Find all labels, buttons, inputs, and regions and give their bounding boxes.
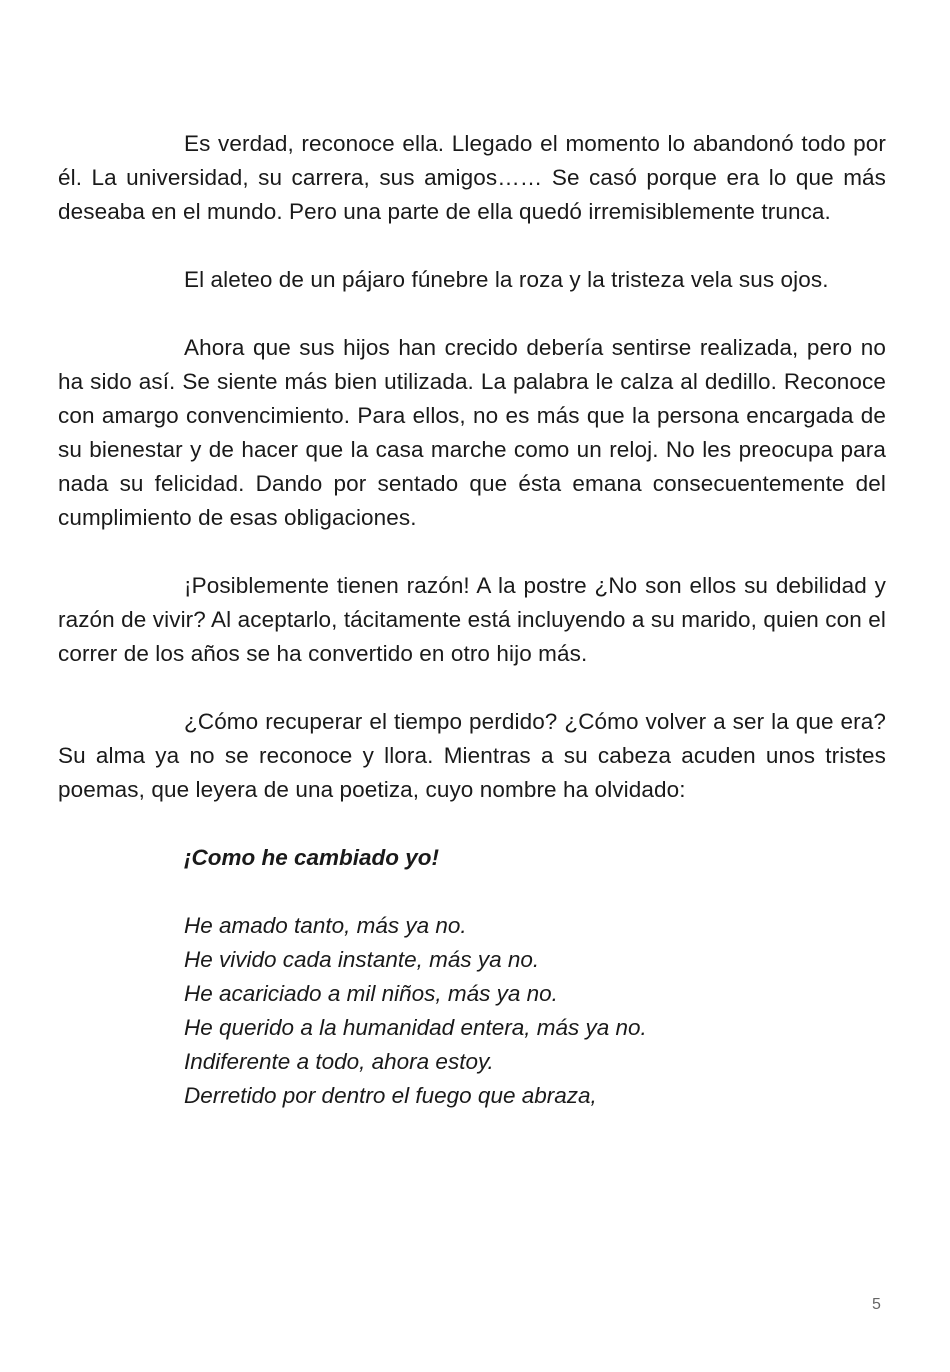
poem-line: He acariciado a mil niños, más ya no. bbox=[184, 981, 558, 1006]
paragraph-spacer bbox=[58, 297, 886, 331]
poem-line: He amado tanto, más ya no. bbox=[184, 913, 467, 938]
paragraph: ¡Posiblemente tienen razón! A la postre ¿No son ellos su debilidad y razón de vivir? Al aceptarlo, tácitamente está incluyendo a su marido, quien con el correr de los años se ha convertido en otro hijo más. bbox=[58, 573, 886, 666]
poem bbox=[58, 841, 886, 1113]
poem-title: ¡Como he cambiado yo! bbox=[184, 845, 440, 870]
paragraph-spacer bbox=[58, 535, 886, 569]
poem-line: Indiferente a todo, ahora estoy. bbox=[184, 1049, 494, 1074]
page-number: 5 bbox=[872, 1296, 881, 1313]
paragraph: El aleteo de un pájaro fúnebre la roza y la tristeza vela sus ojos. bbox=[184, 267, 829, 292]
poem-line: Derretido por dentro el fuego que abraza, bbox=[184, 1083, 597, 1108]
paragraph: Es verdad, reconoce ella. Llegado el momento lo abandonó todo por él. La universidad, su carrera, sus amigos…… Se casó porque era lo que más deseaba en el mundo. Pero una parte de ella quedó irremisiblemente trunca. bbox=[58, 131, 886, 224]
paragraph: ¿Cómo recuperar el tiempo perdido? ¿Cómo volver a ser la que era? Su alma ya no se reconoce y llora. Mientras a su cabeza acuden unos tristes poemas, que leyera de una poetiza, cuyo nombre ha olvidado: bbox=[58, 709, 886, 802]
poem-spacer bbox=[184, 875, 886, 909]
paragraph-spacer bbox=[58, 229, 886, 263]
poem-line: He querido a la humanidad entera, más ya no. bbox=[184, 1015, 647, 1040]
poem-line: He vivido cada instante, más ya no. bbox=[184, 947, 540, 972]
document-page bbox=[58, 127, 886, 1113]
paragraph-spacer bbox=[58, 807, 886, 841]
paragraph: Ahora que sus hijos han crecido debería sentirse realizada, pero no ha sido así. Se siente más bien utilizada. La palabra le calza al dedillo. Reconoce con amargo convencimiento. Para ellos, no es más que la persona encargada de su bienestar y de hacer que la casa marche como un reloj. No les preocupa para nada su felicidad. Dando por sentado que ésta emana consecuentemente del cumplimiento de esas obligaciones. bbox=[58, 335, 886, 530]
paragraph-spacer bbox=[58, 671, 886, 705]
